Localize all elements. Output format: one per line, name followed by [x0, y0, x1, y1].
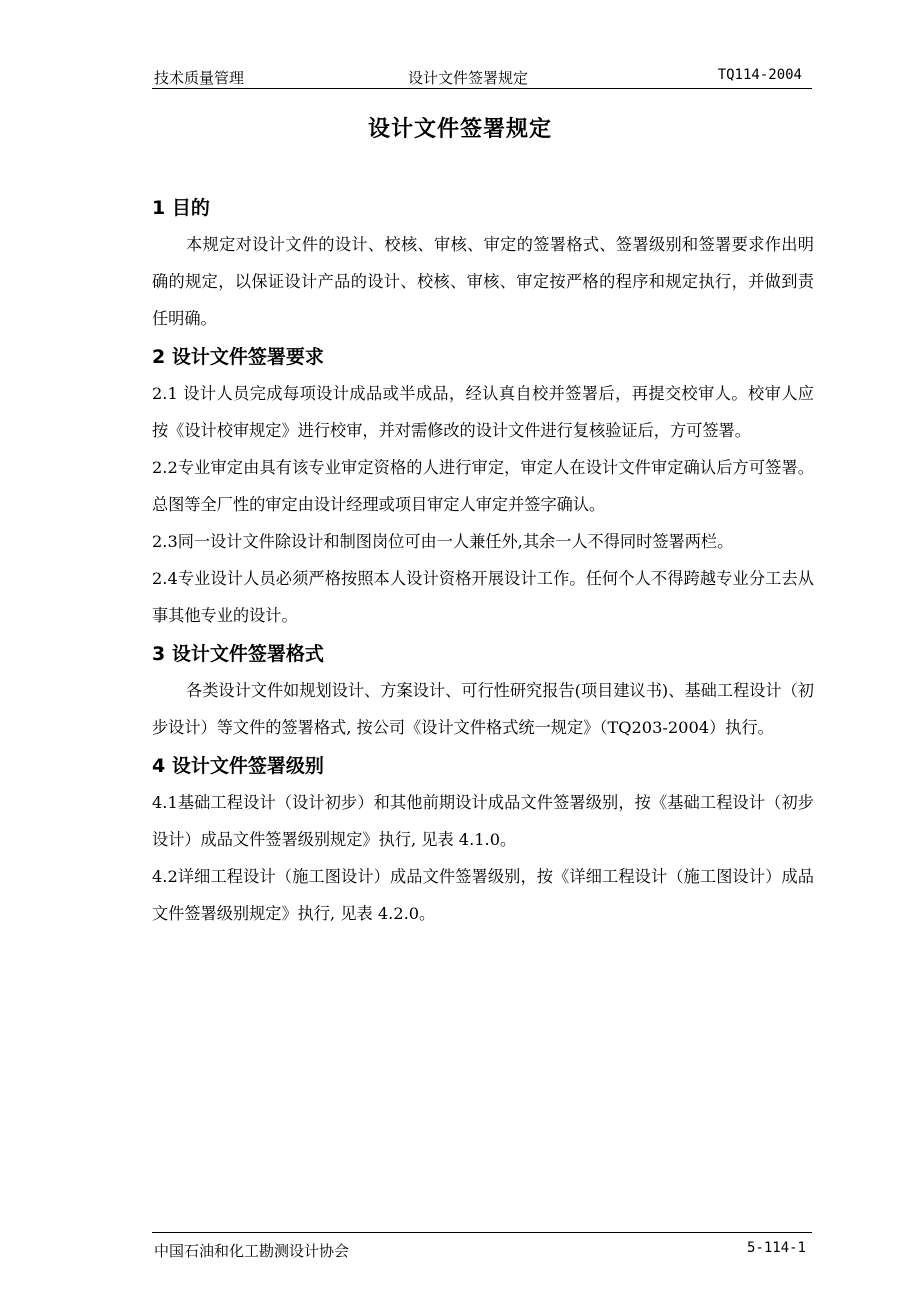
paragraph: 2.2专业审定由具有该专业审定资格的人进行审定，审定人在设计文件审定确认后方可签署。总图等全厂性的审定由设计经理或项目审定人审定并签字确认。 — [152, 458, 814, 514]
paragraph: 2.4专业设计人员必须严格按照本人设计资格开展设计工作。任何个人不得跨越专业分工去从事其他专业的设计。 — [152, 569, 814, 625]
section-heading-signing-levels: 4 设计文件签署级别 — [152, 755, 324, 777]
footer-organization: 中国石油和化工勘测设计协会 — [154, 1242, 350, 1260]
paragraph: 各类设计文件如规划设计、方案设计、可行性研究报告(项目建议书)、基础工程设计（初步设计）等文件的签署格式, 按公司《设计文件格式统一规定》（TQ203-2004）执行。 — [152, 681, 814, 737]
paragraph: 4.1基础工程设计（设计初步）和其他前期设计成品文件签署级别，按《基础工程设计（初步设计）成品文件签署级别规定》执行, 见表 4.1.0。 — [152, 793, 814, 849]
page-number: 5-114-1 — [746, 1240, 806, 1256]
header-document-code: TQ114-2004 — [717, 67, 802, 83]
header-document-name: 设计文件签署规定 — [408, 69, 529, 87]
section-heading-signing-requirements: 2 设计文件签署要求 — [152, 346, 324, 368]
section-heading-signing-format: 3 设计文件签署格式 — [152, 643, 324, 665]
page-footer — [152, 1232, 812, 1263]
paragraph: 本规定对设计文件的设计、校核、审核、审定的签署格式、签署级别和签署要求作出明确的规定，以保证设计产品的设计、校核、审核、审定按严格的程序和规定执行，并做到责任明确。 — [152, 235, 814, 328]
header-category: 技术质量管理 — [154, 69, 245, 87]
paragraph: 4.2详细工程设计（施工图设计）成品文件签署级别，按《详细工程设计（施工图设计）成品文件签署级别规定》执行, 见表 4.2.0。 — [152, 867, 814, 923]
page-header — [152, 64, 812, 89]
paragraph: 2.1 设计人员完成每项设计成品或半成品，经认真自校并签署后，再提交校审人。校审人应按《设计校审规定》进行校审，并对需修改的设计文件进行复核验证后，方可签署。 — [152, 384, 814, 440]
document-body — [152, 186, 814, 932]
document-title: 设计文件签署规定 — [367, 117, 552, 142]
paragraph: 2.3同一设计文件除设计和制图岗位可由一人兼任外,其余一人不得同时签署两栏。 — [152, 532, 734, 551]
section-heading-purpose: 1 目的 — [152, 197, 210, 219]
